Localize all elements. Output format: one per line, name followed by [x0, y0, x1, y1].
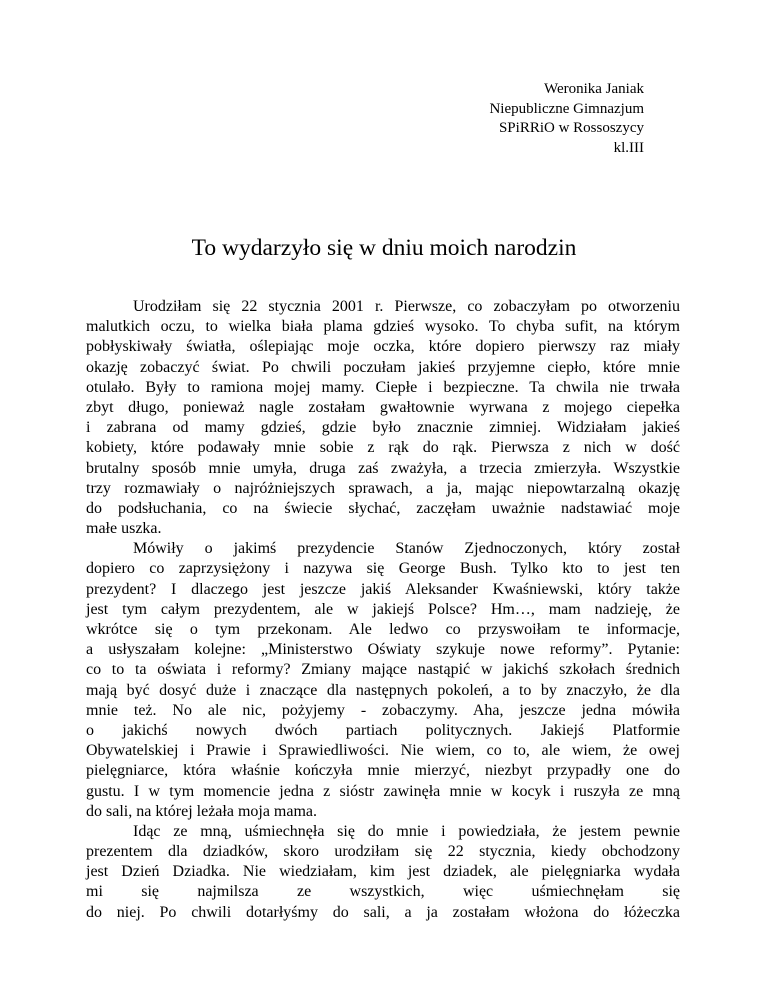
- text-line: pobłyskiwały światła, oślepiając moje oczka, które dopiero pierwszy raz miały: [86, 338, 680, 356]
- text-line: mi się najmilsza ze wszystkich, więc uśmiechnęłam się: [86, 883, 680, 901]
- text-line: do sali, na której leżała moja mama.: [86, 802, 318, 820]
- text-line: kobiety, które podawały mnie sobie z rąk do rąk. Pierwsza z nich w dość: [86, 439, 680, 457]
- text-line: zbyt długo, ponieważ nagle zostałam gwałtownie wyrwana z mojego ciepełka: [86, 398, 680, 416]
- text-line: Urodziłam się 22 stycznia 2001 r. Pierwsze, co zobaczyłam po otworzeniu: [133, 298, 680, 315]
- paragraph: [86, 539, 680, 822]
- text-line: brutalny sposób mnie umyła, druga zaś zważyła, a trzecia zmierzyła. Wszystkie: [86, 459, 680, 477]
- text-line: mnie też. No ale nic, pożyjemy - zobaczymy. Aha, jeszcze jedna mówiła: [86, 701, 680, 719]
- text-line: pielęgniarce, która właśnie kończyła mnie mierzyć, niezbyt przypadły one do: [86, 762, 680, 780]
- text-line: Idąc ze mną, uśmiechnęła się do mnie i powiedziała, że jestem pewnie: [133, 822, 680, 840]
- text-line: malutkich oczu, to wielka biała plama gdzieś wysoko. To chyba sufit, na którym: [86, 318, 680, 336]
- text-line: okazję zobaczyć świat. Po chwili poczułam jakieś przyjemne ciepło, które mnie: [86, 358, 680, 376]
- text-line: a usłyszałam kolejne: „Ministerstwo Oświaty szykuje nowe reformy”. Pytanie:: [86, 641, 680, 659]
- school-name: SPiRRiO w Rossoszycy: [498, 120, 644, 137]
- text-line: dopiero co zaprzysiężony i nazywa się George Bush. Tylko kto to jest ten: [86, 560, 680, 578]
- text-line: o jakichś nowych dwóch partiach politycznych. Jakiejś Platformie: [86, 721, 680, 739]
- text-line: do niej. Po chwili dotarłyśmy do sali, a ja zostałam włożona do łóżeczka: [86, 903, 680, 921]
- text-line: co to ta oświata i reformy? Zmiany mające nastąpić w jakichś szkołach średnich: [86, 661, 680, 679]
- author-name: Weronika Janiak: [543, 81, 644, 97]
- text-line: Mówiły o jakimś prezydencie Stanów Zjednoczonych, który został: [133, 540, 680, 558]
- text-line: do podsłuchania, co na świecie słychać, zaczęłam uważnie nadstawiać moje: [86, 499, 680, 517]
- class-label: kl.III: [613, 139, 644, 156]
- text-line: i zabrana od mamy gdzieś, gdzie było znacznie zimniej. Widziałam jakieś: [86, 419, 680, 437]
- document-title: To wydarzyło się w dniu moich narodzin: [191, 235, 577, 261]
- essay-body: [86, 297, 680, 923]
- text-line: mają być dosyć duże i znaczące dla następnych pokoleń, a to by znaczyło, że dla: [86, 681, 680, 699]
- paragraph: [86, 822, 680, 923]
- text-line: małe uszka.: [86, 520, 162, 538]
- text-line: otulało. Były to ramiona mojej mamy. Ciepłe i bezpieczne. Ta chwila nie trwała: [86, 378, 680, 396]
- text-line: prezydent? I dlaczego jest jeszcze jakiś Aleksander Kwaśniewski, który także: [86, 580, 680, 598]
- text-line: trzy rozmawiały o najróżniejszych sprawach, a ja, mając niepowtarzalną okazję: [86, 479, 680, 497]
- text-line: gustu. I w tym momencie jedna z sióstr zawinęła mnie w kocyk i ruszyła ze mną: [86, 782, 680, 800]
- school-type: Niepubliczne Gimnazjum: [489, 100, 644, 117]
- text-line: wkrótce się o tym przekonam. Ale ledwo co przyswoiłam te informacje,: [86, 621, 680, 638]
- paragraph: [86, 297, 680, 539]
- text-line: Obywatelskiej i Prawie i Sprawiedliwości. Nie wiem, co to, ale wiem, że owej: [86, 742, 680, 760]
- text-line: prezentem dla dziadków, skoro urodziłam się 22 stycznia, kiedy obchodzony: [86, 843, 680, 861]
- text-line: jest Dzień Dziadka. Nie wiedziałam, kim jest dziadek, ale pielęgniarka wydała: [86, 863, 680, 881]
- text-line: jest tym całym prezydentem, ale w jakiejś Polsce? Hm…, mam nadzieję, że: [86, 600, 680, 618]
- author-info: [489, 80, 644, 158]
